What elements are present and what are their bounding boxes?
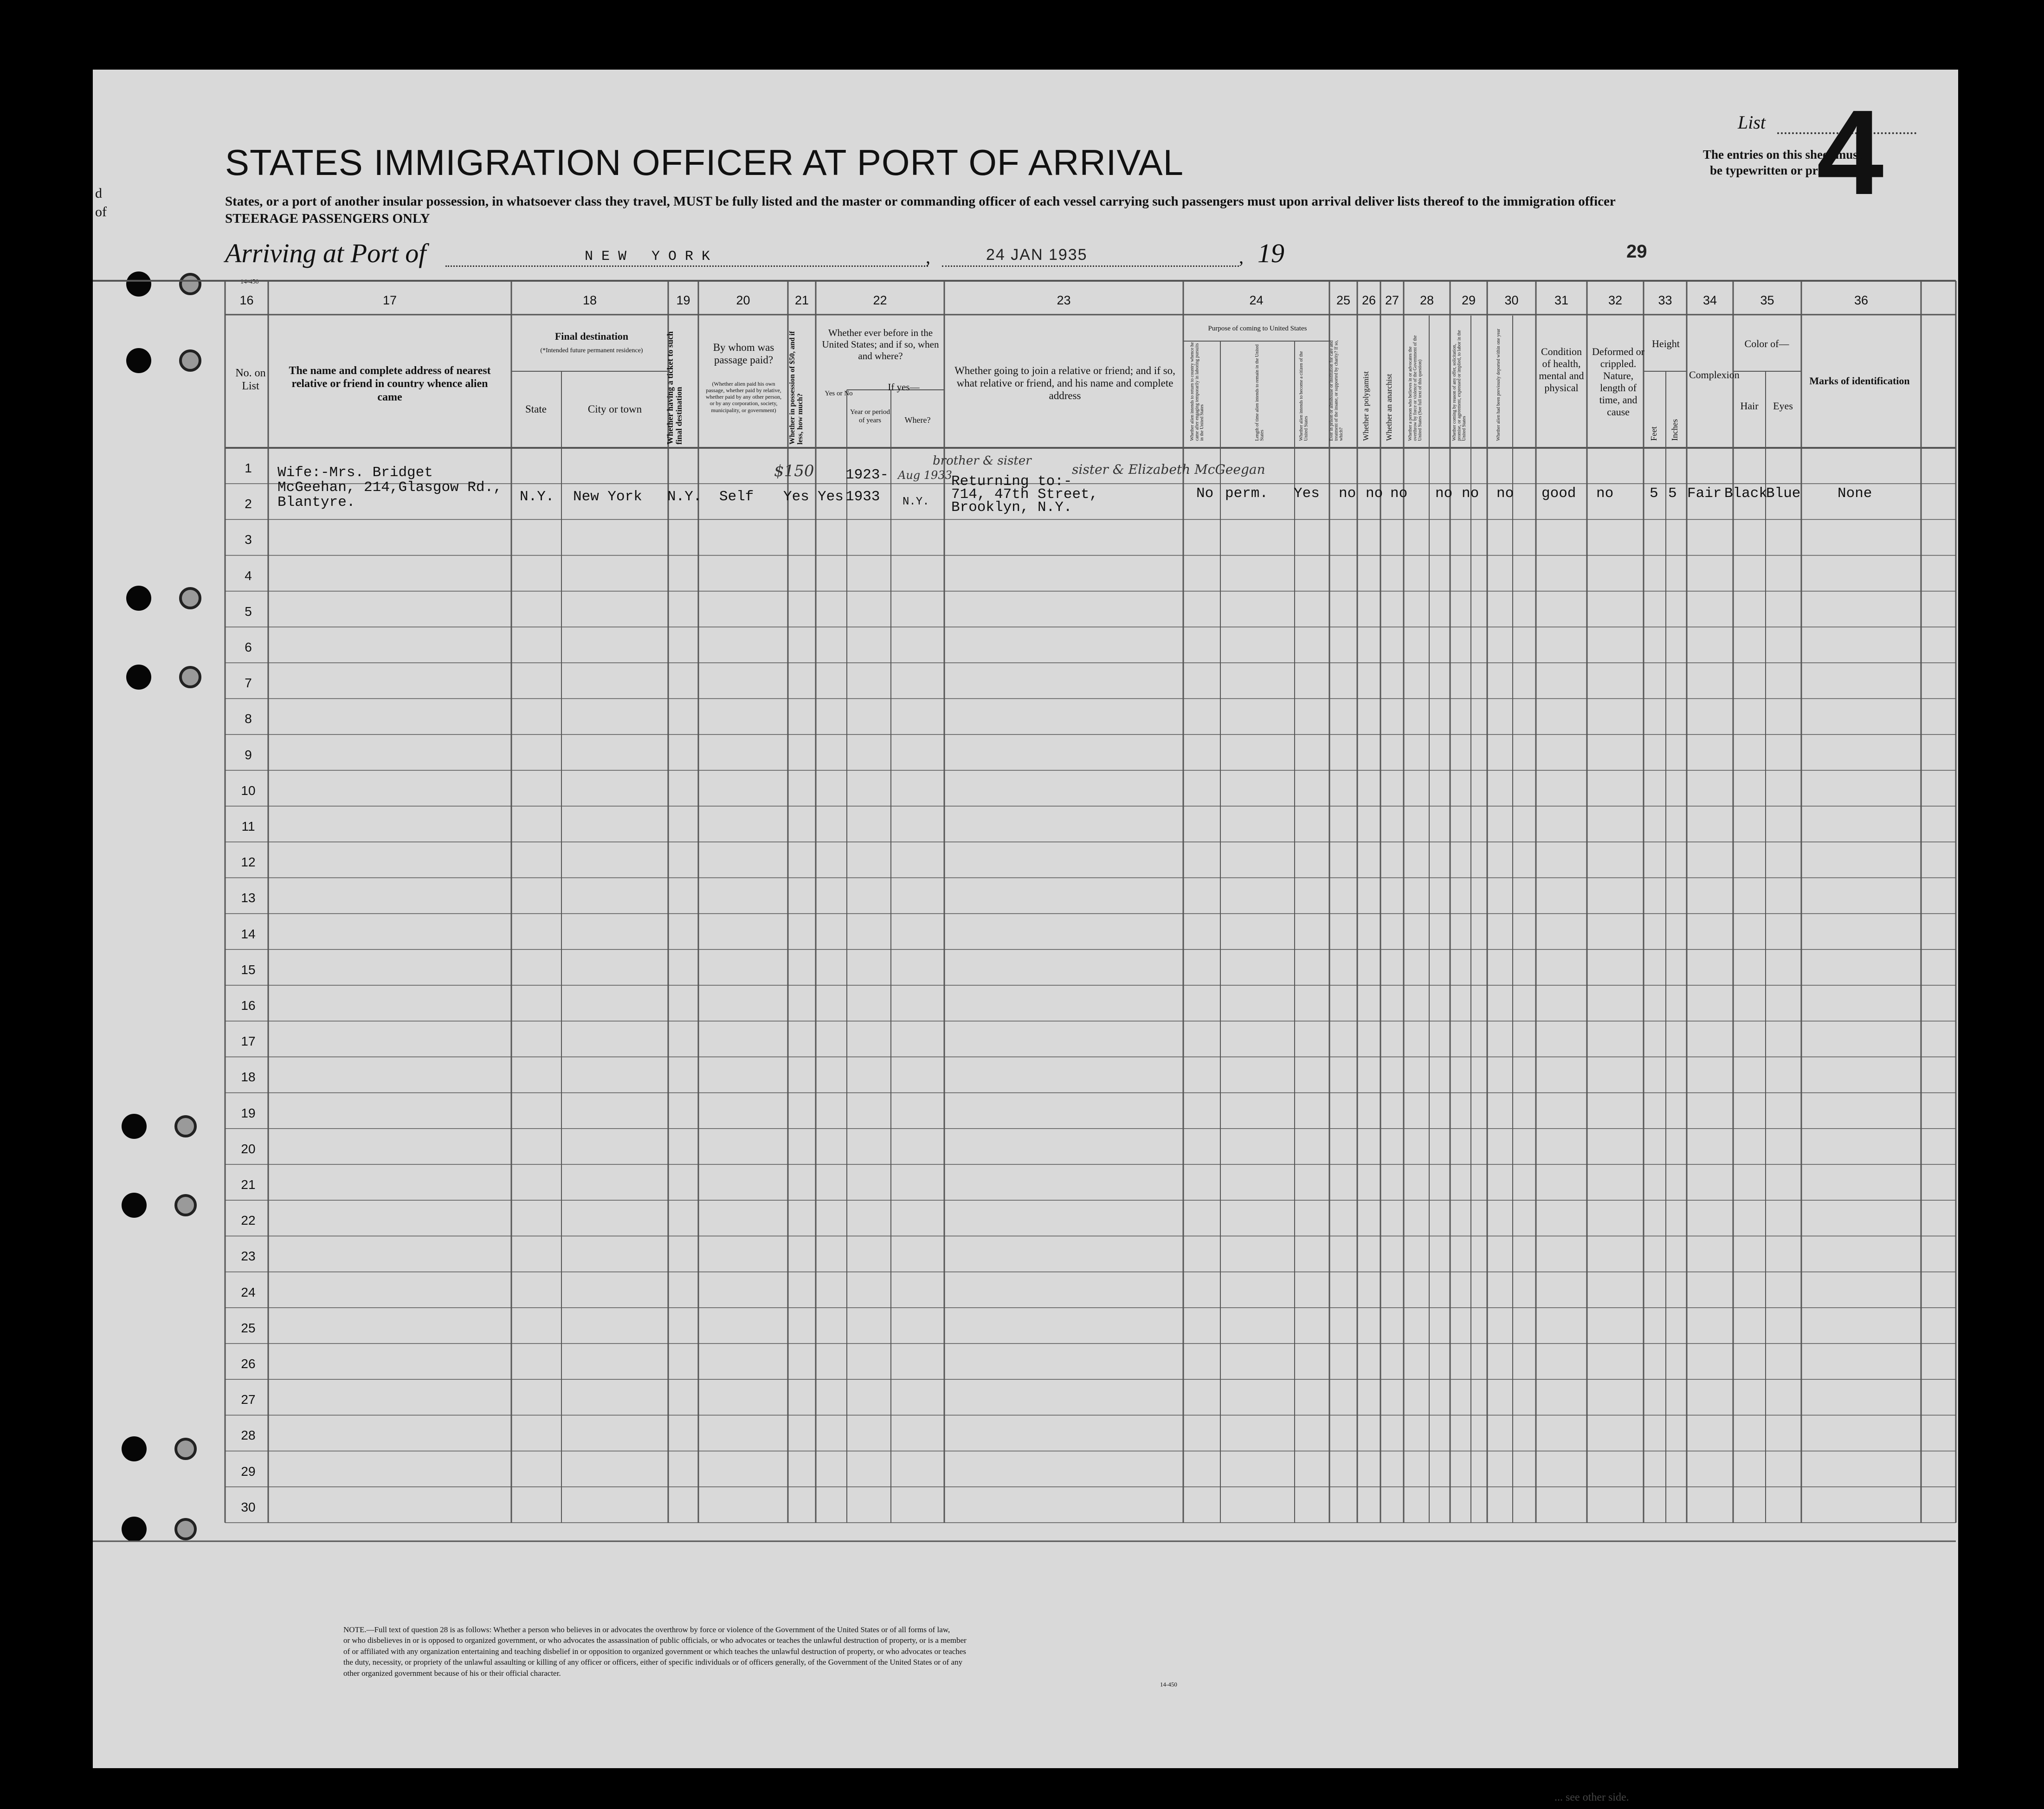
row-number: 14 [241, 926, 256, 941]
q28: no [1435, 485, 1453, 502]
join-line-3: Brooklyn, N.Y. [951, 499, 1072, 516]
hair-color: Black [1724, 485, 1768, 502]
col-header-29: Whether coming by reason of any offer, solicitation, promise, or agreement, expressed or implied, to labor in the United States [1452, 330, 1467, 441]
class-line: STEERAGE PASSENGERS ONLY [225, 211, 430, 226]
citizen: Yes [1294, 485, 1320, 502]
row-number: 23 [241, 1249, 256, 1264]
column-number: 32 [1608, 293, 1623, 307]
col-header-31: Condition of health, mental and physical [1539, 346, 1584, 394]
col-header-18-city: City or town [587, 403, 642, 415]
dest-state: N.Y. [520, 489, 555, 505]
ticket-destination: N.Y. [667, 489, 702, 505]
anarchist: no [1390, 485, 1408, 502]
column-number: 30 [1504, 293, 1519, 307]
col-header-17: The name and complete address of nearest relative or friend in country whence alien came [289, 365, 491, 403]
col-header-27: Whether an anarchist [1385, 374, 1393, 441]
row-number: 9 [245, 747, 252, 762]
row-number: 21 [241, 1177, 256, 1192]
col-header-30: Whether alien had been previously deported within one year [1496, 329, 1501, 441]
row-number: 24 [241, 1285, 256, 1299]
col-header-18: Final destination [555, 330, 629, 342]
row-number: 12 [241, 855, 256, 870]
footnote-line: or who disbelieves in or is opposed to organized government, or who advocates the assassination of public officials, or who advocates or teaches the unlawful destruction of property, or is a member [343, 1636, 967, 1645]
date-stamp: 24 JAN 1935 [986, 246, 1088, 264]
row-number: 29 [241, 1464, 256, 1479]
column-number: 26 [1361, 293, 1376, 307]
col-header-35-hair: Hair [1740, 400, 1759, 412]
row-number: 7 [245, 676, 252, 691]
col-header-16: No. on List [235, 367, 266, 393]
column-number: 23 [1057, 293, 1071, 307]
row-number: 6 [245, 640, 252, 654]
column-number: 34 [1702, 293, 1717, 307]
col-header-22-ifyes: If yes— [888, 381, 920, 393]
row-number: 28 [241, 1428, 256, 1443]
col-header-18-state: State [525, 403, 547, 415]
column-number: 20 [736, 293, 750, 307]
column-number: 18 [582, 293, 597, 307]
row-number: 1 [245, 461, 252, 475]
row-number: 18 [241, 1070, 256, 1085]
prison: no [1339, 485, 1356, 502]
entries-note-2: be typewritten or printed [1710, 163, 1845, 177]
left-margin-fragment: d [95, 186, 102, 201]
col-header-20-note: (Whether alien paid his own passage, whether paid by relative, whether paid by any other person, or by any corporation, society, municipality, or government) [705, 381, 782, 413]
col-header-28: Whether a person who believes in or advocates the overthrow by force or violence of the Government of the United States (See full text of this question) [1408, 335, 1423, 441]
height-inches: 5 [1668, 485, 1677, 502]
row-number: 11 [241, 819, 255, 833]
passage-paid: Self [719, 489, 754, 505]
col-header-25: Ever in prison or almshouse or institution for care and treatment of the insane, or supported by charity? If so, which? [1329, 340, 1344, 441]
footnote-line: other organized government because of his or their official character. [343, 1668, 561, 1678]
eye-color: Blue [1766, 485, 1801, 502]
relative-line-3: Blantyre. [277, 494, 355, 510]
col-header-26: Whether a polygamist [1361, 371, 1370, 441]
row-number: 8 [245, 711, 252, 726]
col-header-36: Marks of identification [1809, 375, 1910, 387]
before-years-1: 1923- [845, 467, 889, 483]
list-label: List [1738, 112, 1766, 133]
row-number: 16 [241, 998, 256, 1013]
footnote [343, 1624, 1225, 1679]
q29: no [1462, 485, 1479, 502]
column-number: 28 [1419, 293, 1434, 307]
column-number: 24 [1249, 293, 1264, 307]
join-handwritten-2: sister & Elizabeth McGeegan [1072, 462, 1265, 477]
column-number: 21 [794, 293, 809, 307]
before-where: N.Y. [903, 496, 929, 508]
column-number: 17 [382, 293, 397, 307]
relative-line-1: Wife:-Mrs. Bridget [277, 465, 433, 481]
before-where-handwritten: Aug 1933 [898, 469, 952, 482]
join-line-1: Returning to:- [951, 473, 1072, 490]
left-margin-fragment: of [95, 204, 107, 220]
row-number: 13 [241, 891, 256, 905]
col-header-23: Whether going to join a relative or friend; and if so, what relative or friend, and his name and complete address [954, 365, 1175, 402]
join-line-2: 714, 47th Street, [951, 486, 1098, 503]
col-header-24c: Whether alien intends to become a citizen of the United States [1299, 351, 1309, 441]
polygamist: no [1366, 485, 1383, 502]
dest-city: New York [573, 489, 642, 505]
row-number: 19 [241, 1105, 256, 1120]
complexion: Fair [1687, 485, 1722, 502]
height-feet: 5 [1650, 485, 1658, 502]
column-number: 35 [1760, 293, 1774, 307]
column-number: 25 [1336, 293, 1351, 307]
col-header-24b: Length of time alien intends to remain in the United States [1255, 344, 1265, 441]
year-prefix: 19 [1257, 238, 1284, 268]
row-number: 27 [241, 1392, 256, 1407]
port-name: N E W Y O R K [585, 249, 710, 265]
col-header-22-yesno: Yes or No [825, 390, 853, 397]
footnote-form-code: 14-450 [1160, 1681, 1177, 1688]
deformed: no [1596, 485, 1614, 502]
row-number: 17 [241, 1034, 256, 1049]
page-title: STATES IMMIGRATION OFFICER AT PORT OF ARRIVAL [225, 142, 1184, 183]
list-number: 4 [1817, 85, 1884, 220]
col-header-24: Purpose of coming to United States [1208, 325, 1307, 332]
col-header-35: Color of— [1744, 338, 1789, 349]
col-header-18-note: (*Intended future permanent residence) [540, 347, 643, 354]
row-number: 10 [241, 783, 256, 798]
row-number: 30 [241, 1499, 256, 1514]
row-number: 20 [241, 1141, 256, 1156]
column-number: 19 [676, 293, 690, 307]
length-of-stay: perm. [1225, 485, 1269, 502]
before-years-2: 1933 [845, 489, 880, 505]
has-50-handwritten: $150 [774, 462, 814, 480]
col-header-20: By whom was passage paid? [713, 342, 774, 366]
column-number: 36 [1854, 293, 1869, 307]
row-number: 5 [245, 604, 252, 619]
col-header-32: Deformed or crippled. Nature, length of time, and cause [1592, 346, 1644, 418]
row-number: 2 [245, 497, 252, 511]
relative-line-2: McGeehan, 214,Glasgow Rd., [277, 479, 502, 496]
has-50: Yes [783, 489, 809, 505]
row-number: 22 [241, 1213, 256, 1228]
col-header-33: Height [1652, 338, 1680, 349]
row-number: 4 [245, 568, 252, 583]
col-header-35-eyes: Eyes [1773, 400, 1793, 412]
before-yes: Yes [818, 489, 844, 505]
col-header-19: Whether having a ticket to such final destination [665, 331, 683, 445]
col-header-22: Whether ever before in the United States; and if so, when and where? [822, 327, 939, 362]
column-number: 29 [1461, 293, 1476, 307]
join-handwritten: brother & sister [933, 454, 1032, 468]
subtitle: States, or a port of another insular possession, in whatsoever class they travel, MUST be fully listed and the master or commanding officer of each vessel carrying such passengers must upon arrival deliver lists thereof to the immigration officer [225, 194, 1616, 209]
col-header-21: Whether in possession of $50, and if less, how much? [788, 331, 804, 445]
col-header-24a: Whether alien intends to return to country whence he came after engaging temporarily in laboring pursuits in the United States [1190, 342, 1205, 441]
column-number: 27 [1385, 293, 1399, 307]
health: good [1541, 485, 1576, 502]
marks: None [1838, 485, 1872, 502]
column-number: 16 [239, 293, 254, 307]
entries-note-1: The entries on this sheet must [1703, 148, 1862, 162]
intends-return: No [1196, 485, 1214, 502]
row-number: 3 [245, 532, 252, 547]
row-number: 26 [241, 1357, 256, 1371]
bottom-edge-text: ... see other side. [1554, 1791, 1629, 1803]
footnote-line: NOTE.—Full text of question 28 is as follows: Whether a person who believes in or advocates the overthrow by force or violence of the Government of the United States or of all forms of law, [343, 1625, 950, 1634]
column-number: 22 [873, 293, 887, 307]
form-code: 14-450 [240, 278, 259, 285]
arriving-label: Arriving at Port of [225, 238, 426, 268]
column-number: 31 [1554, 293, 1569, 307]
col-header-22-where: Where? [904, 415, 931, 425]
col-header-33-feet: Feet [1649, 426, 1658, 441]
row-number: 25 [241, 1320, 256, 1335]
q30: no [1496, 485, 1514, 502]
col-header-22-years: Year or period of years [850, 408, 890, 424]
page-number: 29 [1626, 241, 1647, 262]
footnote-line: the duty, necessity, or propriety of the unlawful assaulting or killing of any officer or officers, either of specific individuals or of officers generally, of the Government of the United States or of any [343, 1658, 963, 1667]
column-number: 33 [1658, 293, 1672, 307]
col-header-33-inches: Inches [1670, 419, 1679, 441]
row-number: 15 [241, 962, 256, 977]
footnote-line: of or affiliated with any organization entertaining and teaching disbelief in or opposition to organized government or which teaches the unlawful destruction of property, or who advocates or teaches [343, 1647, 966, 1656]
col-header-34: Complexion [1689, 369, 1740, 381]
